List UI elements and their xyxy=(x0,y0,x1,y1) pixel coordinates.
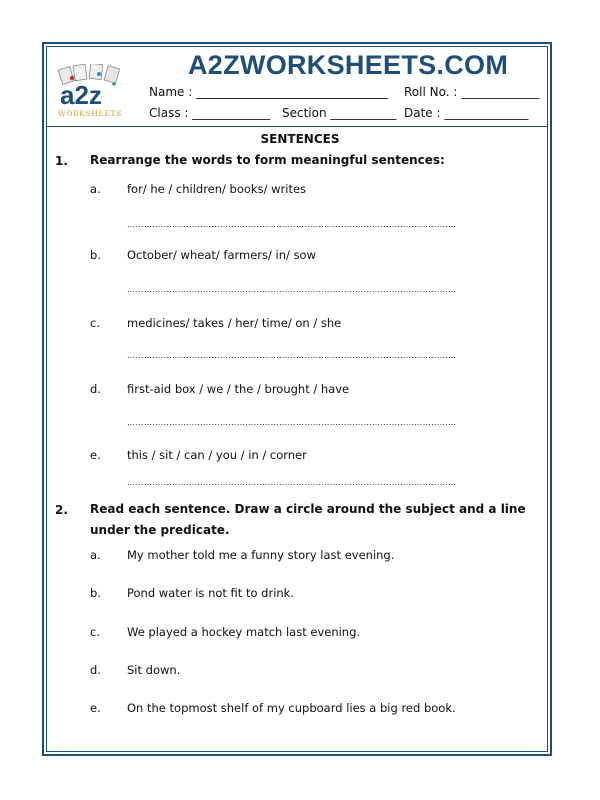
roll-label: Roll No. : xyxy=(404,85,458,99)
class-blank: _____________ xyxy=(192,106,271,120)
q2-item-b-text: Pond water is not fit to drink. xyxy=(127,586,294,600)
q1-item-e-answer-line: ……………………………………………………………………………………………………… xyxy=(127,478,457,487)
roll-field xyxy=(404,85,539,99)
q1-item-d-text: first-aid box / we / the / brought / have xyxy=(127,382,350,396)
question-2-text: Read each sentence. Draw a circle around the subject and a line under the predicate. xyxy=(90,502,526,537)
q1-item-d-answer-line: ……………………………………………………………………………………………………… xyxy=(127,418,457,427)
name-field xyxy=(149,85,388,99)
name-blank: ________________________________ xyxy=(196,85,389,99)
q2-item-c-label: c. xyxy=(90,625,100,639)
q1-item-a-label: a. xyxy=(90,182,101,196)
q1-item-e-text: this / sit / can / you / in / corner xyxy=(127,448,307,462)
q2-item-a-text: My mother told me a funny story last evening. xyxy=(127,548,395,562)
date-label: Date : xyxy=(404,106,441,120)
class-field xyxy=(149,106,270,120)
q1-item-c-text: medicines/ takes / her/ time/ on / she xyxy=(127,316,342,330)
header-divider xyxy=(47,126,547,127)
q2-item-a-label: a. xyxy=(90,548,101,562)
q2-item-e-text: On the topmost shelf of my cupboard lies a big red book. xyxy=(127,701,456,715)
section-label: Section xyxy=(282,106,327,120)
q1-item-b-answer-line: ……………………………………………………………………………………………………… xyxy=(127,285,457,294)
roll-blank: _____________ xyxy=(461,85,540,99)
date-field xyxy=(404,106,528,120)
q2-item-d-text: Sit down. xyxy=(127,663,181,677)
question-2-number: 2. xyxy=(55,503,68,517)
q1-item-c-answer-line: ……………………………………………………………………………………………………… xyxy=(127,351,457,360)
q2-item-d-label: d. xyxy=(90,663,101,677)
question-1-number: 1. xyxy=(55,154,68,168)
svg-text:a2z: a2z xyxy=(60,80,102,110)
section-field xyxy=(282,106,396,120)
logo-graphic xyxy=(54,64,134,118)
date-blank: ______________ xyxy=(444,106,529,120)
q1-item-e-label: e. xyxy=(90,448,101,462)
q1-item-b-label: b. xyxy=(90,248,101,262)
q2-item-e-label: e. xyxy=(90,701,101,715)
q1-item-c-label: c. xyxy=(90,316,100,330)
q1-item-d-label: d. xyxy=(90,382,101,396)
svg-text:WORKSHEETS: WORKSHEETS xyxy=(58,109,122,118)
site-title: A2ZWORKSHEETS.COM xyxy=(188,50,509,80)
q2-item-b-label: b. xyxy=(90,586,101,600)
q1-item-a-answer-line: ……………………………………………………………………………………………………… xyxy=(127,220,457,229)
q1-item-a-text: for/ he / children/ books/ writes xyxy=(127,182,307,196)
worksheet-title: SENTENCES xyxy=(260,132,340,146)
q2-item-c-text: We played a hockey match last evening. xyxy=(127,625,361,639)
q1-item-b-text: October/ wheat/ farmers/ in/ sow xyxy=(127,248,317,262)
question-1-text: Rearrange the words to form meaningful sentences: xyxy=(90,153,445,167)
site-logo xyxy=(54,64,134,118)
class-label: Class : xyxy=(149,106,189,120)
section-blank: ___________ xyxy=(330,106,397,120)
name-label: Name : xyxy=(149,85,193,99)
